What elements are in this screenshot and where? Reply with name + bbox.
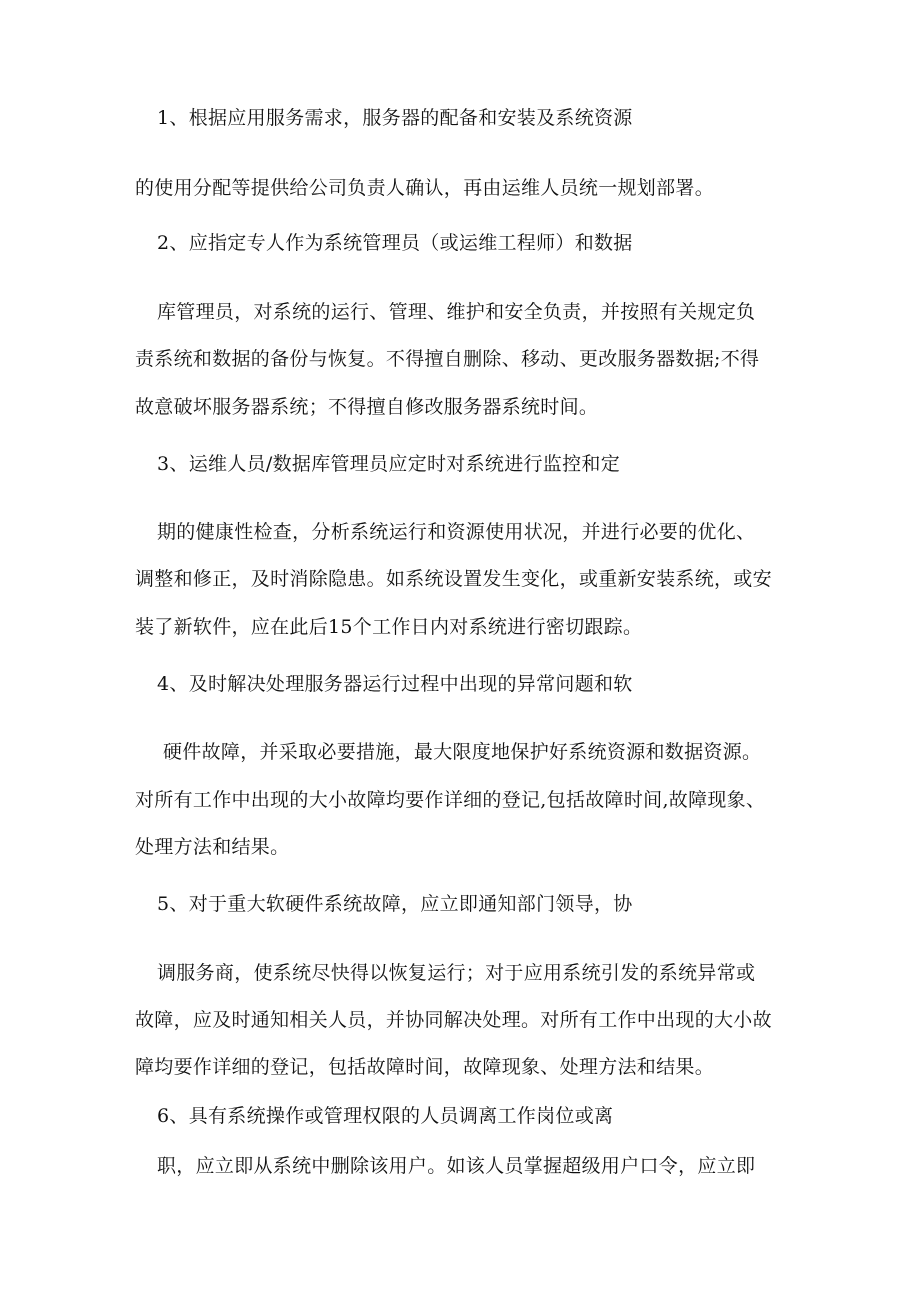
item-4-heading: 4、及时解决处理服务器运行过程中出现的异常问题和软 <box>157 673 633 695</box>
item-3-line-2: 调整和修正，及时消除隐患。如系统设置发生变化，或重新安装系统，或安 <box>135 568 772 590</box>
item-3-line-3: 装了新软件，应在此后15个工作日内对系统进行密切跟踪。 <box>135 616 643 638</box>
item-5-line-3: 障均要作详细的登记，包括故障时间，故障现象、处理方法和结果。 <box>135 1056 715 1078</box>
item-4-line-2: 对所有工作中出现的大小故障均要作详细的登记,包括故障时间,故障现象、 <box>135 789 766 811</box>
item-2-heading: 2、应指定专人作为系统管理员（或运维工程师）和数据 <box>157 232 633 254</box>
item-5-line-1: 调服务商，使系统尽快得以恢复运行；对于应用系统引发的系统异常或 <box>157 962 756 984</box>
item-6-line-1: 职，应立即从系统中删除该用户。如该人员掌握超级用户口令，应立即 <box>157 1155 756 1177</box>
item-6-heading: 6、具有系统操作或管理权限的人员调离工作岗位或离 <box>157 1105 614 1127</box>
item-4-line-1: 硬件故障，并采取必要措施，最大限度地保护好系统资源和数据资源。 <box>163 741 762 763</box>
item-2-line-2: 责系统和数据的备份与恢复。不得擅自删除、移动、更改服务器数据;不得 <box>135 348 760 370</box>
item-5-heading: 5、对于重大软硬件系统故障，应立即通知部门领导，协 <box>157 893 633 915</box>
item-2-line-1: 库管理员，对系统的运行、管理、维护和安全负责，并按照有关规定负 <box>157 301 756 323</box>
item-4-line-3: 处理方法和结果。 <box>135 836 290 858</box>
item-3-line-1: 期的健康性检查，分析系统运行和资源使用状况，并进行必要的优化、 <box>157 521 756 543</box>
item-2-line-3: 故意破坏服务器系统；不得擅自修改服务器系统时间。 <box>135 396 599 418</box>
item-3-heading: 3、运维人员/数据库管理员应定时对系统进行监控和定 <box>157 453 620 475</box>
item-1-line-1: 的使用分配等提供给公司负责人确认，再由运维人员统一规划部署。 <box>135 177 715 199</box>
item-1-heading: 1、根据应用服务需求，服务器的配备和安装及系统资源 <box>157 107 633 129</box>
item-5-line-2: 故障，应及时通知相关人员，并协同解决处理。对所有工作中出现的大小故 <box>135 1009 772 1031</box>
